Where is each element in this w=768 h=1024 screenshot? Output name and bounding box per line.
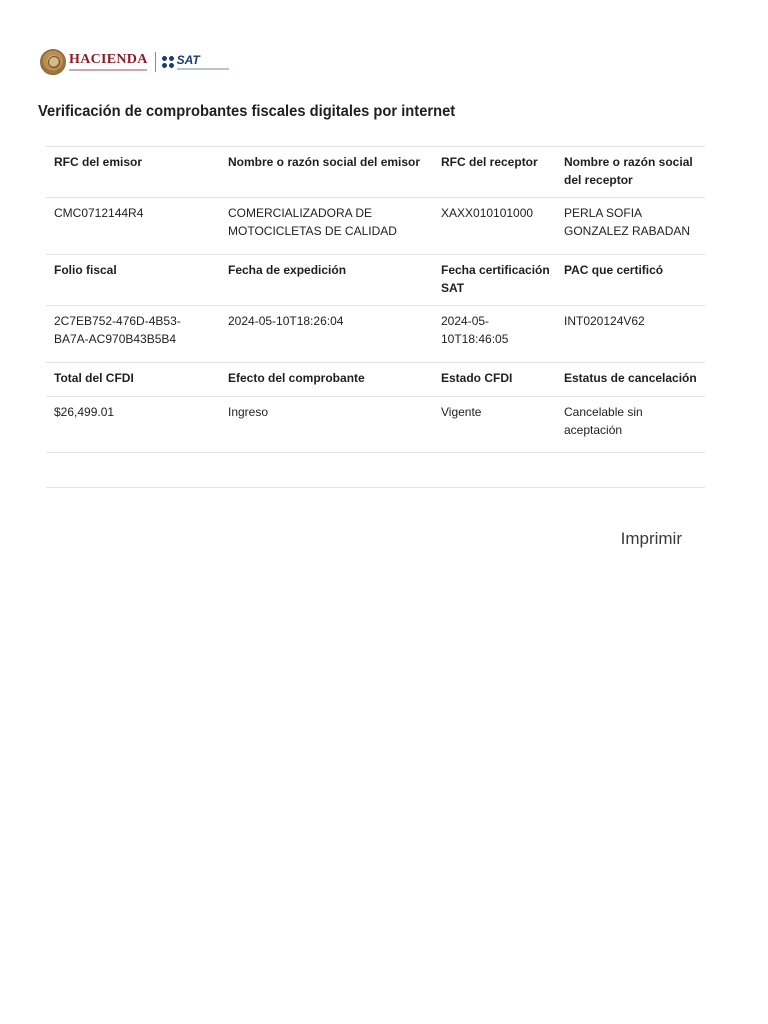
table-label-row [46,363,705,397]
label-fecha-expedicion: Fecha de expedición [220,255,433,306]
table-value-row [46,397,705,453]
sat-logo-subline [177,68,229,70]
value-fecha-certificacion: 2024-05-10T18:46:05 [433,306,556,363]
cfdi-details-table [46,146,705,488]
hacienda-logo-text: HACIENDA [69,52,148,67]
label-estado-cfdi: Estado CFDI [433,363,556,397]
label-total-cfdi: Total del CFDI [46,363,220,397]
label-pac-certifico: PAC que certificó [556,255,705,306]
value-rfc-receptor: XAXX010101000 [433,198,556,255]
hacienda-logo [69,53,148,71]
value-folio-fiscal: 2C7EB752-476D-4B53-BA7A-AC970B43B5B4 [46,306,220,363]
value-estado-cfdi: Vigente [433,397,556,453]
value-fecha-expedicion: 2024-05-10T18:26:04 [220,306,433,363]
sat-logo [177,54,229,70]
value-estatus-cancelacion: Cancelable sin aceptación [556,397,705,453]
value-nombre-emisor: COMERCIALIZADORA DE MOTOCICLETAS DE CALIDAD [220,198,433,255]
mexico-coat-of-arms-icon [40,49,66,75]
value-nombre-receptor: PERLA SOFIA GONZALEZ RABADAN [556,198,705,255]
value-efecto-comprobante: Ingreso [220,397,433,453]
hacienda-logo-subline [69,69,147,71]
page-title: Verificación de comprobantes fiscales digitales por internet [38,103,456,120]
sat-logo-text: SAT [176,53,200,67]
label-folio-fiscal: Folio fiscal [46,255,220,306]
table-value-row [46,198,705,255]
value-pac-certifico: INT020124V62 [556,306,705,363]
label-nombre-emisor: Nombre o razón social del emisor [220,147,433,198]
label-rfc-emisor: RFC del emisor [46,147,220,198]
value-rfc-emisor: CMC0712144R4 [46,198,220,255]
table-empty-row [46,453,705,488]
sat-dots-icon [162,56,174,68]
page-header [40,46,229,78]
print-link[interactable]: Imprimir [620,529,682,548]
label-rfc-receptor: RFC del receptor [433,147,556,198]
label-efecto-comprobante: Efecto del comprobante [220,363,433,397]
table-label-row [46,255,705,306]
label-nombre-receptor: Nombre o razón social del receptor [556,147,705,198]
label-estatus-cancelacion: Estatus de cancelación [556,363,705,397]
label-fecha-certificacion: Fecha certificación SAT [433,255,556,306]
value-total-cfdi: $26,499.01 [46,397,220,453]
logo-divider [155,52,156,72]
table-label-row [46,147,705,198]
table-value-row [46,306,705,363]
